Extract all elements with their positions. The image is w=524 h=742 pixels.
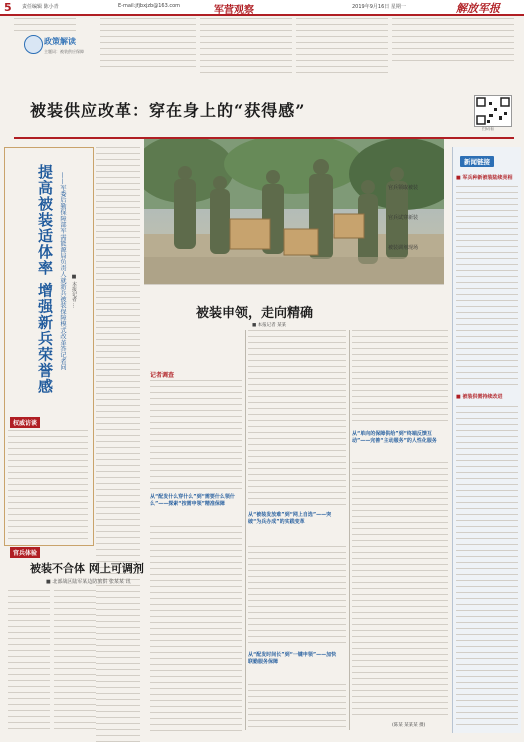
photo-credit-line xyxy=(144,284,444,290)
newspaper-logo: 解放军报 xyxy=(456,2,500,15)
photo-caption-2: 官兵试穿新装 xyxy=(388,215,419,221)
center-col-3b xyxy=(352,462,448,718)
feature-subtitle: ——军委后勤保障部军需能源局负责人就新兵被装保障模式改革答记者问 xyxy=(59,172,66,371)
news-item-2-body xyxy=(456,406,518,726)
center-col-3a xyxy=(352,330,448,426)
top-text-5 xyxy=(392,18,514,64)
photo-caption-3: 被装调剂现场 xyxy=(388,245,419,251)
publication-date: 2019年9月16日 星期一 xyxy=(352,4,406,10)
subhead-2: 从“被装发放难”到“网上自选”——突破“为兵办成”的实践变革 xyxy=(248,512,332,525)
badge-subtitle: 主题词：被装供应保障 xyxy=(44,49,84,54)
end-credit: (陈某 某某某 摄) xyxy=(392,723,426,728)
policy-icon xyxy=(24,35,43,54)
top-text-1 xyxy=(14,18,76,32)
photo-caption-1: 官兵领取被装 xyxy=(388,185,419,191)
interview-column-2 xyxy=(96,147,140,742)
badge-title: 政策解读 xyxy=(44,37,76,46)
top-text-3 xyxy=(200,18,292,78)
reporter-investigation-label: 记者调查 xyxy=(150,372,175,379)
top-text-2 xyxy=(100,18,196,68)
qr-code-icon[interactable] xyxy=(474,95,512,127)
feature-authors: ■ 本报记者 ... xyxy=(71,274,77,308)
experience-col-1 xyxy=(8,590,50,730)
experience-title: 被装不合体 网上可调剂 xyxy=(30,562,144,575)
news-item-1-body xyxy=(456,186,518,388)
experience-col-2 xyxy=(54,590,96,730)
subhead-4: 从“配发时间长”到“一键申领”——加快联勤服务保障 xyxy=(248,652,337,665)
contact-email: E-mail:jfjbxjzb@163.com xyxy=(118,3,181,9)
center-col-2c xyxy=(248,684,346,732)
center-byline: ■ 本报记者 某某 xyxy=(252,323,287,328)
center-col-1b xyxy=(150,526,242,732)
center-col-2a xyxy=(248,330,346,508)
news-item-2-title[interactable]: ■ 被装供需持续改进 xyxy=(456,394,503,400)
main-headline: 被装供应改革：穿在身上的“获得感” xyxy=(30,101,306,120)
center-col-1a xyxy=(150,380,242,492)
news-link-label: 新闻链接 xyxy=(460,156,494,167)
page-header xyxy=(0,0,524,16)
feature-title: 提高被装适体率 增强新兵荣誉感 xyxy=(36,164,54,395)
column-divider xyxy=(245,330,246,730)
top-text-4 xyxy=(296,18,388,78)
editor-credit: 责任编辑 陈小青 xyxy=(22,4,59,10)
qr-caption: 扫码看 xyxy=(482,126,494,131)
interview-label: 权威访谈 xyxy=(10,417,40,428)
page-number: 5 xyxy=(4,1,12,14)
interview-body xyxy=(8,430,88,540)
column-divider xyxy=(349,330,350,730)
center-headline: 被装申领，走向精确 xyxy=(196,306,314,321)
experience-byline: ■ 北部战区陆军某边防旅供 张某某 讯 xyxy=(46,579,131,585)
soldiers-photo xyxy=(144,139,444,284)
experience-tag: 官兵体验 xyxy=(10,547,40,558)
section-title: 军营观察 xyxy=(214,5,254,16)
subhead-1: 从“配发什么穿什么”到“需要什么领什么”——探索“按需申领”精准保障 xyxy=(150,494,235,507)
news-item-1-title[interactable]: ■ 军兵种新被装陆续亮相 xyxy=(456,175,513,181)
subhead-3: 从“单向的保障供给”到“终端反馈互动”——完善“主动服务”的人性化服务 xyxy=(352,431,437,444)
center-col-2b xyxy=(248,546,346,648)
